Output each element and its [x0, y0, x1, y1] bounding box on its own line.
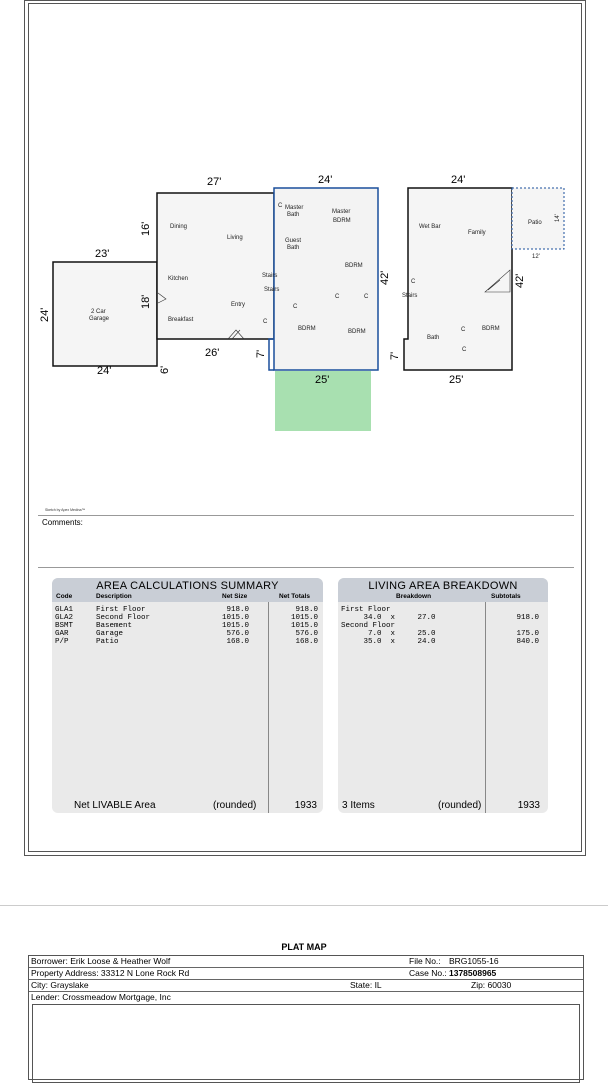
col-net-totals: Net Totals — [279, 593, 310, 600]
room-master-bdrm-1: Master — [332, 209, 351, 215]
plat-row-city — [29, 980, 583, 992]
dim-second-right: 42' — [514, 273, 526, 288]
area-net-totals: 918.0 1015.0 1015.0 576.0 168.0 — [290, 606, 318, 646]
living-column-divider — [485, 602, 486, 813]
area-descriptions: First Floor Second Floor Basement Garage Patio — [96, 606, 151, 646]
plat-borrower: Borrower: Erik Loose & Heather Wolf — [31, 956, 171, 966]
net-livable-rounded: (rounded) — [213, 800, 257, 811]
plat-file-no-label: File No.: — [409, 956, 441, 966]
room-patio: Patio — [528, 220, 542, 226]
room-closet-3: C — [293, 304, 298, 310]
dim-second-left: 7' — [389, 351, 401, 360]
room-garage-line1: 2 Car — [91, 309, 106, 315]
net-livable-label: Net LIVABLE Area — [74, 800, 156, 811]
room-master-bdrm-2: BDRM — [333, 218, 351, 224]
second-floor-outline — [404, 188, 512, 370]
page-separator — [0, 905, 608, 906]
col-breakdown: Breakdown — [396, 593, 432, 600]
dim-garage-left: 24' — [39, 307, 51, 322]
room-closet-4: C — [335, 294, 340, 300]
room-stairs-3: Stairs — [402, 293, 418, 299]
sketch-credit: Sketch by Apex Medina™ — [45, 508, 86, 512]
dim-patio-right: 14' — [555, 214, 561, 222]
room-bath: Bath — [427, 335, 440, 341]
living-items-count: 3 Items — [342, 800, 375, 811]
dim-second-bottom: 25' — [449, 374, 464, 386]
room-guest-bath-2: Bath — [287, 245, 300, 251]
net-livable-value: 1933 — [294, 800, 317, 811]
living-area-title: LIVING AREA BREAKDOWN — [368, 580, 518, 592]
plat-address: Property Address: 33312 N Lone Rock Rd — [31, 968, 190, 978]
comments-label: Comments: — [42, 518, 83, 527]
living-total-value: 1933 — [517, 800, 540, 811]
plat-row-lender — [29, 992, 583, 1003]
area-calculations-panel — [52, 578, 323, 813]
area-net-sizes: 918.0 1015.0 1015.0 576.0 168.0 — [221, 606, 249, 646]
col-code: Code — [56, 593, 73, 600]
plat-zip: Zip: 60030 — [471, 980, 512, 990]
area-codes: GLA1 GLA2 BSMT GAR P/P — [55, 606, 74, 646]
room-bdrm-2: BDRM — [298, 326, 316, 332]
room-closet-8: C — [462, 347, 467, 353]
comments-divider-top — [38, 515, 574, 516]
dim-first-left-lower: 18' — [140, 294, 152, 309]
living-breakdown: First Floor 34.0 x 27.0 Second Floor 7.0 x 25.0 35.0 x 24.0 — [341, 606, 436, 646]
room-family: Family — [468, 230, 486, 236]
room-entry: Entry — [231, 302, 246, 308]
room-living: Living — [227, 235, 243, 241]
room-wet-bar: Wet Bar — [419, 224, 441, 230]
plat-lender: Lender: Crossmeadow Mortgage, Inc — [31, 992, 171, 1002]
living-rounded: (rounded) — [438, 800, 482, 811]
living-subtotals: 918.0 175.0 840.0 — [516, 614, 539, 646]
dim-garage-top: 23' — [95, 248, 110, 260]
dim-basement-bottom: 25' — [315, 374, 330, 386]
dim-garage-gap: 6' — [159, 365, 171, 374]
dim-basement-top: 24' — [318, 174, 333, 186]
dim-basement-right: 42' — [379, 270, 391, 285]
room-garage-line2: Garage — [89, 316, 110, 322]
dim-first-bottom: 26' — [205, 347, 220, 359]
plat-case-no-label: Case No.: — [409, 968, 447, 978]
area-calculations-title: AREA CALCULATIONS SUMMARY — [96, 580, 279, 592]
room-closet-7: C — [461, 327, 466, 333]
plat-row-address — [29, 968, 583, 980]
room-bdrm-1: BDRM — [345, 263, 363, 269]
room-bdrm-3: BDRM — [348, 329, 366, 335]
room-guest-bath-1: Guest — [285, 238, 302, 244]
area-column-divider — [268, 602, 269, 813]
plat-row-borrower — [29, 956, 583, 968]
plat-map-box — [28, 955, 584, 1080]
room-bdrm-4: BDRM — [482, 326, 500, 332]
room-master-bath-2: Bath — [287, 212, 300, 218]
room-closet-2: C — [278, 203, 283, 209]
comments-divider-bottom — [38, 567, 574, 568]
dim-patio-top: 12' — [532, 254, 540, 260]
plat-file-no: BRG1055-16 — [449, 956, 499, 966]
dim-second-top: 24' — [451, 174, 466, 186]
plat-map-area — [32, 1004, 580, 1083]
dim-first-top: 27' — [207, 176, 222, 188]
room-breakfast: Breakfast — [168, 317, 194, 323]
col-net-size: Net Size — [222, 593, 248, 600]
dim-garage-bottom: 24' — [97, 365, 112, 377]
room-kitchen: Kitchen — [168, 276, 189, 282]
room-closet-6: C — [411, 279, 416, 285]
col-subtotals: Subtotals — [491, 593, 521, 600]
living-area-header — [338, 578, 548, 602]
plat-map-title: PLAT MAP — [281, 942, 327, 952]
dim-basement-left: 7' — [255, 349, 267, 358]
room-stairs-1: Stairs — [262, 273, 278, 279]
room-closet-1: C — [263, 319, 268, 325]
living-area-panel — [338, 578, 548, 813]
area-calculations-header — [52, 578, 323, 602]
plat-city: City: Grayslake — [31, 980, 89, 990]
col-description: Description — [96, 593, 132, 600]
room-closet-5: C — [364, 294, 369, 300]
plat-case-no: 1378508965 — [449, 968, 497, 978]
room-stairs-2: Stairs — [264, 287, 280, 293]
floor-plan-sketch — [0, 0, 608, 500]
plat-state: State: IL — [350, 980, 382, 990]
dim-first-left-upper: 16' — [140, 221, 152, 236]
room-master-bath-1: Master — [285, 205, 304, 211]
room-dining: Dining — [170, 224, 188, 230]
